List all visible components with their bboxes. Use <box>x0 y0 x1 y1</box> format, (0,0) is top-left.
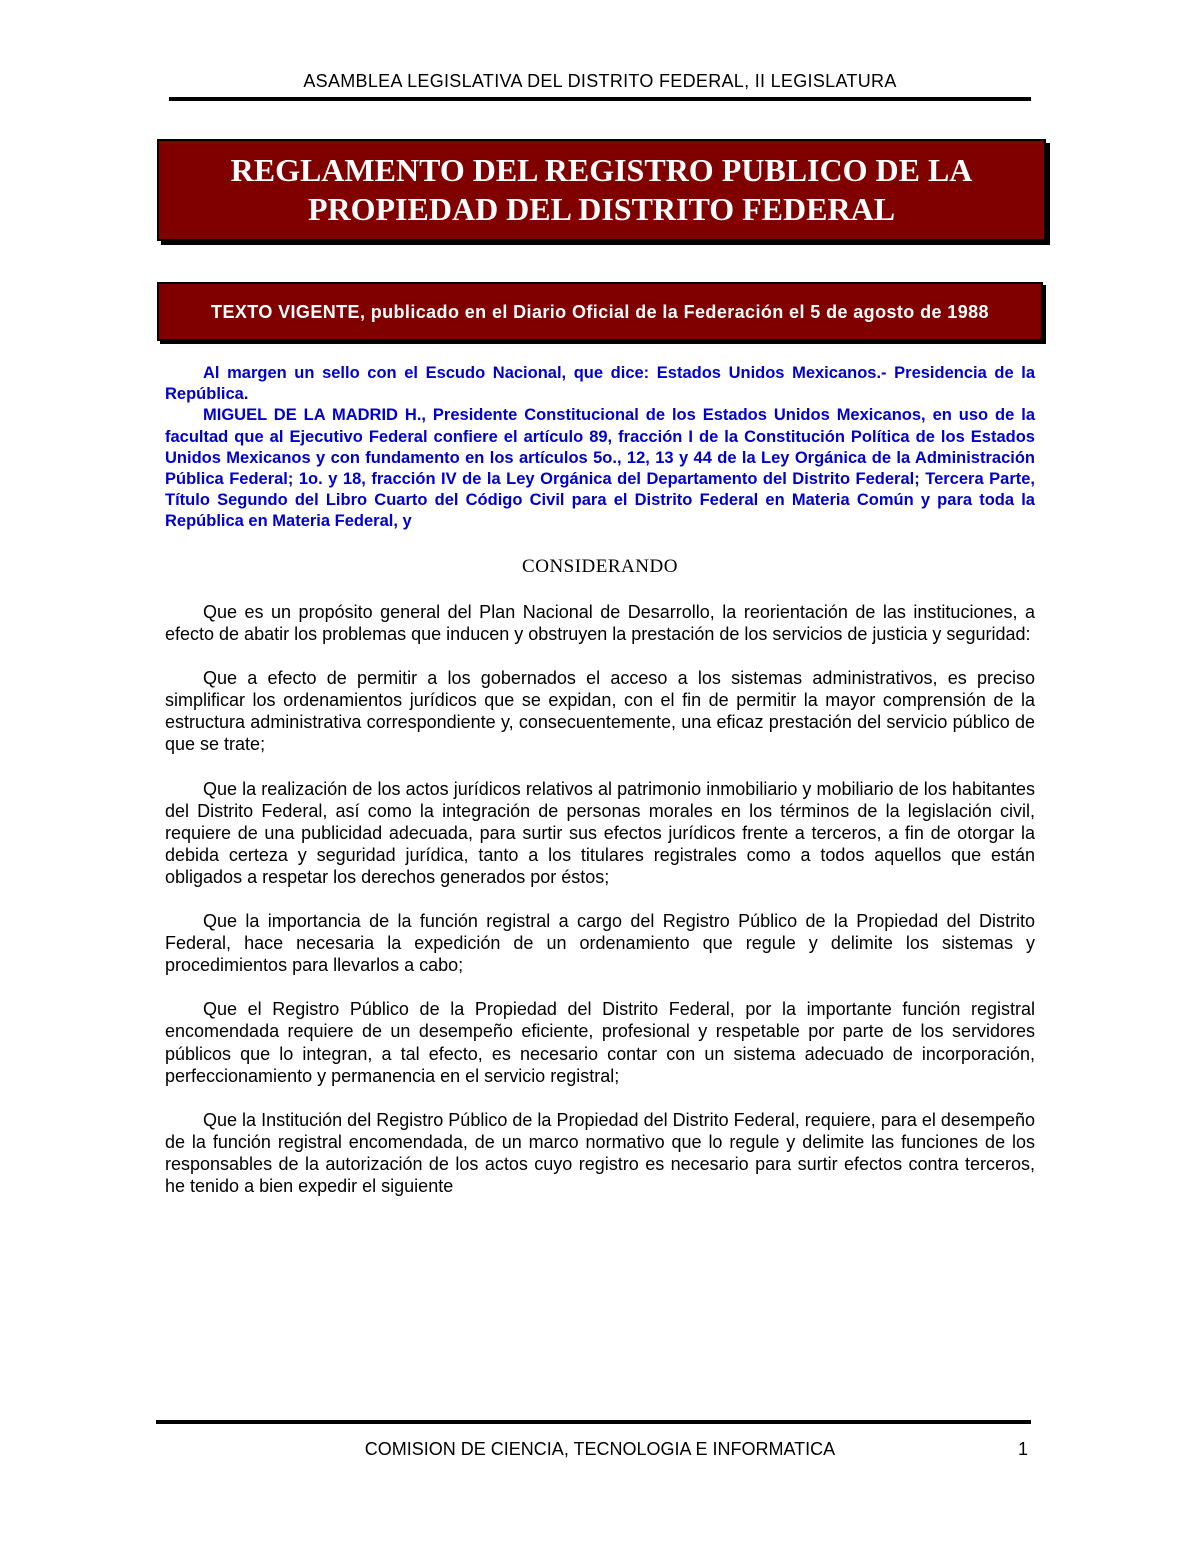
body-paragraph: Que a efecto de permitir a los gobernados el acceso a los sistemas administrativos, es preciso simplificar los ordenamientos jurídicos que se expidan, con el fin de permitir la mayor comprensión de la estructura administrativa correspondiente y, consecuentemente, una eficaz prestación del servicio público de que se trate; <box>165 668 1035 755</box>
page-number: 1 <box>1018 1439 1029 1459</box>
header-rule <box>169 97 1031 101</box>
subtitle-banner <box>157 282 1043 341</box>
document-subtitle: TEXTO VIGENTE, publicado en el Diario Oficial de la Federación el 5 de agosto de 1988 <box>211 301 989 322</box>
title-banner <box>157 139 1046 241</box>
body-paragraph: Que es un propósito general del Plan Nacional de Desarrollo, la reorientación de las instituciones, a efecto de abatir los problemas que inducen y obstruyen la prestación de los servicios de justicia y seguridad: <box>165 602 1035 645</box>
page-footer: COMISION DE CIENCIA, TECNOLOGIA E INFORMATICA <box>364 1439 836 1459</box>
body-paragraph: Que la Institución del Registro Público de la Propiedad del Distrito Federal, requiere, para el desempeño de la función registral encomendada, de un marco normativo que lo regule y delimite las funciones de los responsables de la autorización de los actos cuyo registro es necesario para surtir efectos contra terceros, he tenido a bien expedir el siguiente <box>165 1109 1035 1196</box>
body-paragraph: Que el Registro Público de la Propiedad del Distrito Federal, por la importante función registral encomendada requiere de un desempeño eficiente, profesional y respetable por parte de los servidores públicos que lo integran, a tal efecto, es necesario contar con un sistema adecuado de incorporación, perfeccionamiento y permanencia en el servicio registral; <box>165 999 1035 1086</box>
body-paragraph: Que la realización de los actos jurídicos relativos al patrimonio inmobiliario y mobiliario de los habitantes del Distrito Federal, así como la integración de personas morales en los términos de la legislación civil, requiere de una publicidad adecuada, para surtir sus efectos jurídicos frente a terceros, a fin de otorgar la debida certeza y seguridad jurídica, tanto a los titulares registrales como a todos aquellos que están obligados a respetar los derechos generados por éstos; <box>165 778 1035 887</box>
considerando-heading: CONSIDERANDO <box>522 556 678 577</box>
document-title: REGLAMENTO DEL REGISTRO PUBLICO DE LA PROPIEDAD DEL DISTRITO FEDERAL <box>230 152 973 227</box>
preamble-paragraph: Al margen un sello con el Escudo Nacional, que dice: Estados Unidos Mexicanos.- Presidencia de la República. <box>165 364 1035 404</box>
page-header: ASAMBLEA LEGISLATIVA DEL DISTRITO FEDERAL, II LEGISLATURA <box>303 71 897 91</box>
body-paragraph: Que la importancia de la función registral a cargo del Registro Público de la Propiedad del Distrito Federal, hace necesaria la expedición de un ordenamiento que regule y delimite los sistemas y procedimientos para llevarlos a cabo; <box>165 911 1035 976</box>
considerando-body <box>165 601 1035 1219</box>
preamble <box>165 363 1035 533</box>
preamble-paragraph: MIGUEL DE LA MADRID H., Presidente Constitucional de los Estados Unidos Mexicanos, en uso de la facultad que al Ejecutivo Federal confiere el artículo 89, fracción I de la Constitución Política de los Estados Unidos Mexicanos y con fundamento en los artículos 5o., 12, 13 y 44 de la Ley Orgánica de la Administración Pública Federal; 1o. y 18, fracción IV de la Ley Orgánica del Departamento del Distrito Federal; Tercera Parte, Título Segundo del Libro Cuarto del Código Civil para el Distrito Federal en Materia Común y para toda la República en Materia Federal, y <box>165 406 1035 531</box>
footer-rule <box>156 1420 1031 1424</box>
